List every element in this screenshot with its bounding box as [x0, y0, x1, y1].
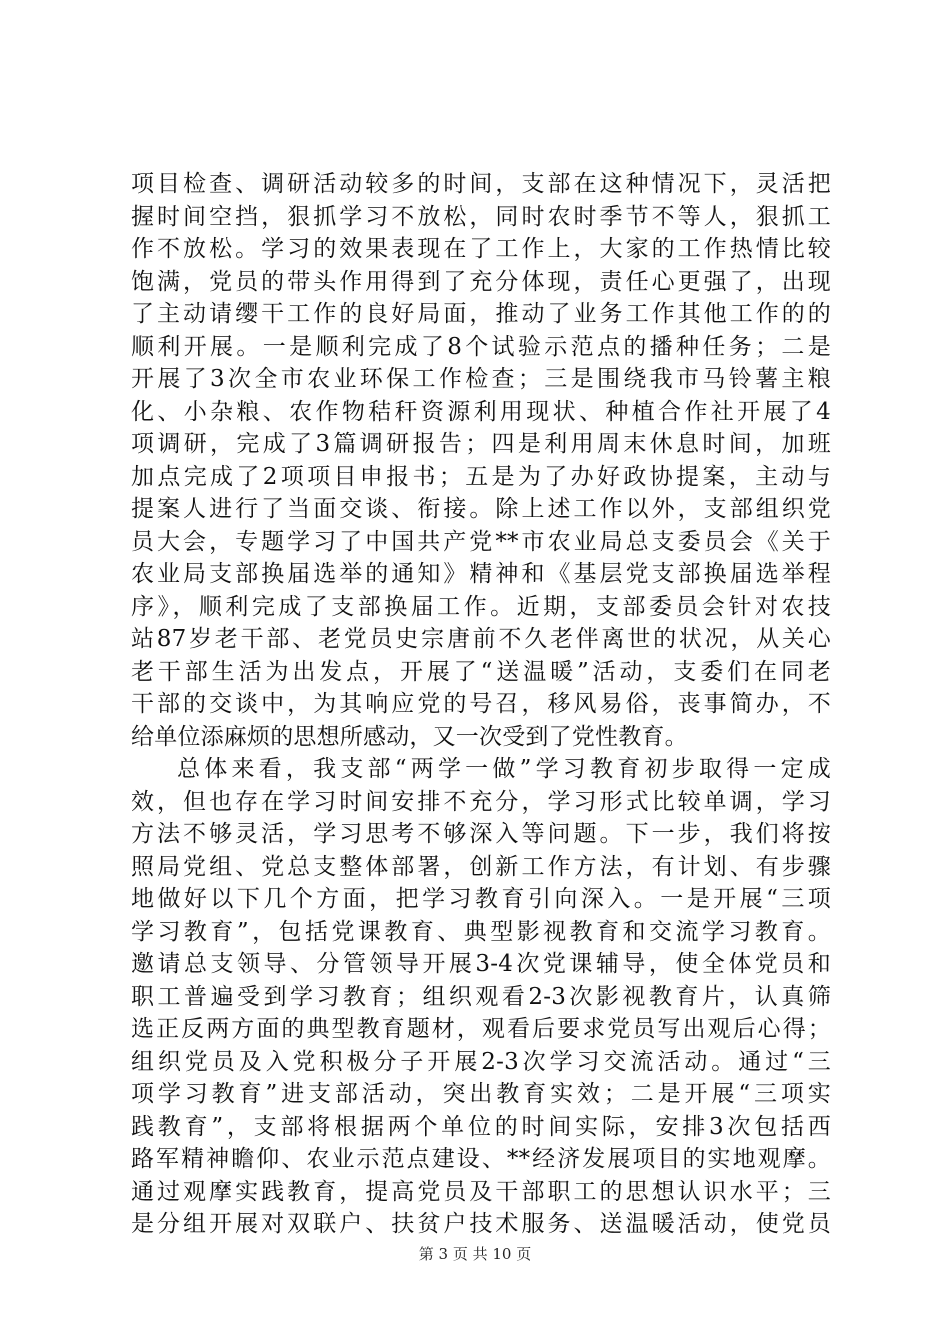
text-line: 了主动请缨干工作的良好局面，推动了业务工作其他工作的的 — [131, 301, 831, 327]
text-line: 照局党组、党总支整体部署，创新工作方法，有计划、有步骤 — [131, 853, 831, 880]
text-line: 提案人进行了当面交谈、衔接。除上述工作以外，支部组织党 — [131, 496, 831, 522]
page-number-footer: 第 3 页 共 10 页 — [418, 1245, 532, 1263]
text-line: 序》，顺利完成了支部换届工作。近期，支部委员会针对农技 — [131, 593, 831, 620]
text-line: 老干部生活为出发点，开展了“送温暖”活动，支委们在同老 — [131, 658, 831, 685]
text-line: 项调研，完成了3篇调研报告；四是利用周末休息时间，加班 — [131, 431, 831, 457]
text-line: 握时间空挡，狠抓学习不放松，同时农时季节不等人，狠抓工 — [131, 203, 831, 230]
text-line: 项学习教育”进支部活动，突出教育实效；二是开展“三项实 — [131, 1081, 831, 1107]
text-line: 开展了3次全市农业环保工作检查；三是围绕我市马铃薯主粮 — [131, 366, 831, 392]
text-line: 组织党员及入党积极分子开展2-3次学习交流活动。通过“三 — [131, 1048, 831, 1075]
text-line: 作不放松。学习的效果表现在了工作上，大家的工作热情比较 — [131, 236, 831, 262]
text-line: 干部的交谈中，为其响应党的号召，移风易俗，丧事简办，不 — [131, 691, 831, 717]
text-line: 方法不够灵活，学习思考不够深入等问题。下一步，我们将按 — [131, 821, 831, 847]
text-line: 站87岁老干部、老党员史宗唐前不久老伴离世的状况，从关心 — [131, 626, 831, 652]
text-line: 职工普遍受到学习教育；组织观看2-3次影视教育片，认真筛 — [131, 983, 831, 1010]
text-line: 效，但也存在学习时间安排不充分，学习形式比较单调，学习 — [131, 788, 831, 815]
text-line: 员大会，专题学习了中国共产党**市农业局总支委员会《关于 — [131, 528, 831, 555]
text-line: 农业局支部换届选举的通知》精神和《基层党支部换届选举程 — [131, 561, 831, 587]
text-line: 选正反两方面的典型教育题材，观看后要求党员写出观后心得； — [131, 1016, 831, 1042]
text-line: 学习教育”，包括党课教育、典型影视教育和交流学习教育。 — [131, 918, 831, 945]
text-line: 顺利开展。一是顺利完成了8个试验示范点的播种任务；二是 — [131, 333, 831, 360]
text-line: 是分组开展对双联户、扶贫户技术服务、送温暖活动，使党员 — [131, 1211, 831, 1237]
text-line: 通过观摩实践教育，提高党员及干部职工的思想认识水平；三 — [131, 1178, 831, 1205]
text-line: 总体来看，我支部“两学一做”学习教育初步取得一定成 — [177, 756, 831, 782]
text-line: 邀请总支领导、分管领导开展3-4次党课辅导，使全体党员和 — [131, 951, 831, 977]
text-line: 践教育”，支部将根据两个单位的时间实际，安排3次包括西 — [131, 1113, 831, 1140]
text-line: 加点完成了2项项目申报书；五是为了办好政协提案，主动与 — [131, 463, 831, 490]
text-line: 给单位添麻烦的思想所感动，又一次受到了党性教育。 — [131, 723, 688, 750]
text-line: 路军精神瞻仰、农业示范点建设、**经济发展项目的实地观摩。 — [131, 1146, 831, 1172]
text-line: 地做好以下几个方面，把学习教育引向深入。一是开展“三项 — [131, 886, 831, 912]
text-line: 饱满，党员的带头作用得到了充分体现，责任心更强了，出现 — [131, 268, 831, 295]
document-body — [131, 168, 831, 1241]
text-line: 项目检查、调研活动较多的时间，支部在这种情况下，灵活把 — [131, 171, 831, 197]
text-line: 化、小杂粮、农作物秸秆资源利用现状、种植合作社开展了4 — [131, 398, 831, 425]
